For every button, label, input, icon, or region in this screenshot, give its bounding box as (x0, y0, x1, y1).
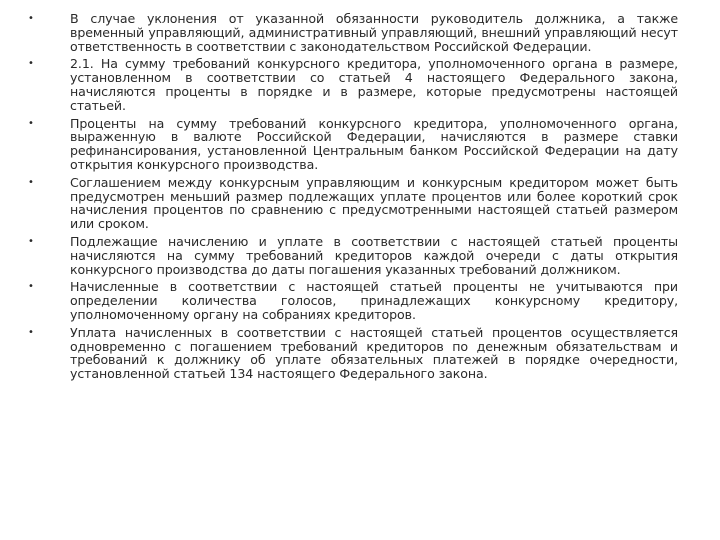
bullet-text: 2.1. На сумму требований конкурсного кредитора, уполномоченного органа в размере, установленном в соответствии со статьей 4 настоящего Федерального закона, начисляются проценты в порядке и в размере, которые предусмотрены настоящей статьей. (70, 56, 678, 113)
bullet-marker: • (28, 281, 34, 293)
bullet-list (28, 12, 678, 385)
bullet-item (28, 235, 678, 276)
bullet-text: Проценты на сумму требований конкурсного кредитора, уполномоченного органа, выраженную в валюте Российской Федерации, начисляются в размере ставки рефинансирования, установленной Центральным банком Российской Федерации на дату открытия конкурсного производства. (70, 115, 678, 172)
bullet-item (28, 57, 678, 112)
bullet-item (28, 176, 678, 231)
bullet-item (28, 326, 678, 381)
bullet-marker: • (28, 176, 34, 188)
bullet-item (28, 280, 678, 321)
bullet-text: Начисленные в соответствии с настоящей статьей проценты не учитываются при определении количества голосов, принадлежащих конкурсному кредитору, уполномоченному органу на собраниях кредиторов. (70, 279, 678, 322)
bullet-marker: • (28, 326, 34, 338)
bullet-text: Подлежащие начислению и уплате в соответствии с настоящей статьей проценты начисляются на сумму требований кредиторов каждой очереди с даты открытия конкурсного производства до даты погашения указанных требований должником. (70, 233, 678, 277)
bullet-marker: • (28, 235, 34, 247)
bullet-marker: • (28, 13, 34, 24)
bullet-text: В случае уклонения от указанной обязанности руководитель должника, а также временный управляющий, административный управляющий, внешний управляющий несут ответственность в соответствии с законодательством Российской Федерации. (70, 11, 678, 54)
bullet-marker: • (28, 58, 34, 70)
bullet-item (28, 117, 678, 172)
bullet-text: Соглашением между конкурсным управляющим и конкурсным кредитором может быть предусмотрен меньший размер подлежащих уплате процентов или более короткий срок начисления процентов по сравнению с предусмотренными настоящей статьей размером или сроком. (70, 174, 678, 232)
bullet-text: Уплата начисленных в соответствии с настоящей статьей процентов осуществляется одновременно с погашением требований кредиторов по денежным обязательствам и требований к должнику об уплате обязательных платежей в порядке очередности, установленной статьей 134 настоящего Федерального закона. (70, 324, 678, 382)
bullet-marker: • (28, 117, 34, 129)
bullet-item (28, 12, 678, 53)
